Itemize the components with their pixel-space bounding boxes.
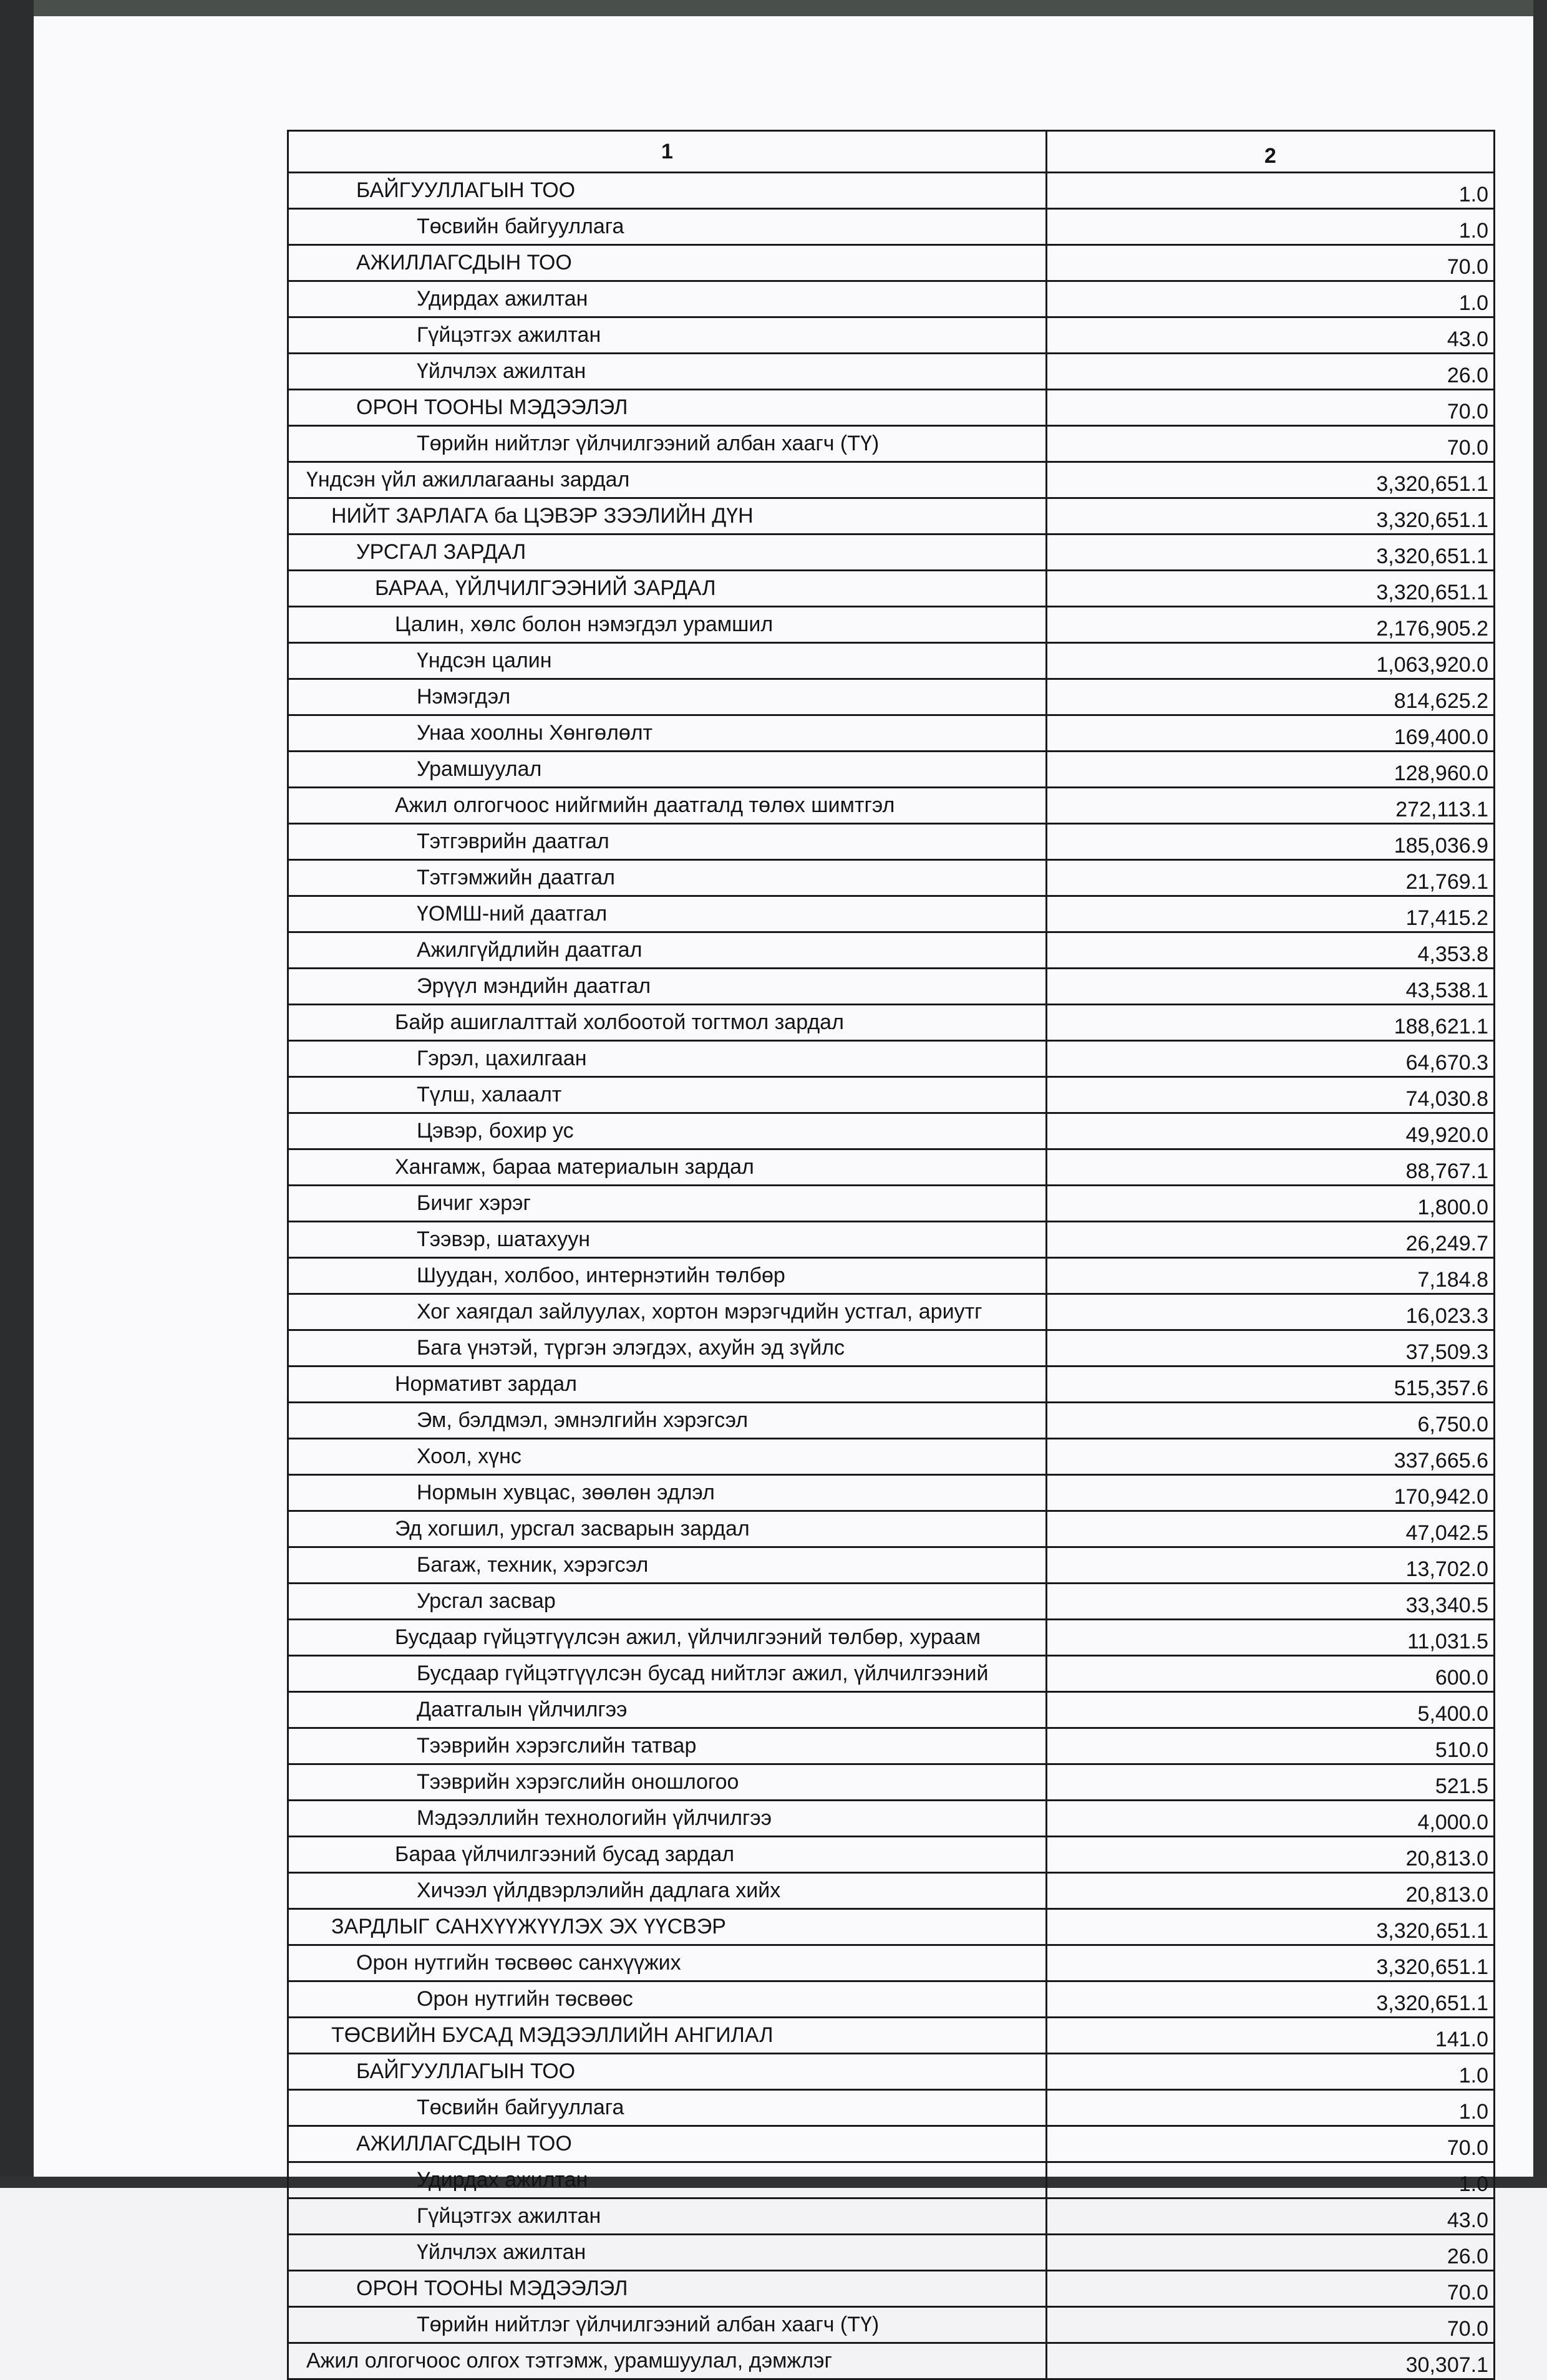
scan-left-edge xyxy=(0,0,34,2188)
row-value: 4,000.0 xyxy=(1047,1801,1495,1837)
scan-right-edge xyxy=(1533,0,1547,2188)
budget-table xyxy=(287,130,1495,2380)
row-label: Унаа хоолны Хөнгөлөлт xyxy=(288,715,1047,752)
table-row xyxy=(288,1909,1495,1945)
row-label: Даатгалын үйлчилгээ xyxy=(288,1692,1047,1728)
row-label: Тээврийн хэрэгслийн оношлогоо xyxy=(288,1764,1047,1801)
table-row xyxy=(288,1439,1495,1475)
table-row xyxy=(288,1077,1495,1113)
row-label: Хог хаягдал зайлуулах, хортон мэрэгчдийн устгал, ариутг xyxy=(288,1294,1047,1330)
row-label: Ажилгүйдлийн даатгал xyxy=(288,932,1047,969)
table-row xyxy=(288,2126,1495,2162)
row-value: 37,509.3 xyxy=(1047,1330,1495,1367)
row-value: 26.0 xyxy=(1047,2235,1495,2271)
row-label: Гэрэл, цахилгаан xyxy=(288,1041,1047,1077)
row-label: Тээвэр, шатахуун xyxy=(288,1222,1047,1258)
row-value: 26,249.7 xyxy=(1047,1222,1495,1258)
row-label: Орон нутгийн төсвөөс санхүүжих xyxy=(288,1945,1047,1981)
row-value: 2,176,905.2 xyxy=(1047,607,1495,643)
row-label: Тэтгэврийн даатгал xyxy=(288,824,1047,860)
table-row xyxy=(288,317,1495,354)
row-label: ОРОН ТООНЫ МЭДЭЭЛЭЛ xyxy=(288,390,1047,426)
table-row xyxy=(288,1475,1495,1511)
row-value: 3,320,651.1 xyxy=(1047,462,1495,498)
row-label: Удирдах ажилтан xyxy=(288,281,1047,317)
row-value: 814,625.2 xyxy=(1047,679,1495,715)
row-value: 43.0 xyxy=(1047,317,1495,354)
row-label: УРСГАЛ ЗАРДАЛ xyxy=(288,535,1047,571)
row-value: 70.0 xyxy=(1047,390,1495,426)
scan-top-edge xyxy=(0,0,1547,16)
table-row xyxy=(288,2271,1495,2307)
table-row xyxy=(288,571,1495,607)
table-row xyxy=(288,679,1495,715)
table-row xyxy=(288,715,1495,752)
row-value: 70.0 xyxy=(1047,2307,1495,2343)
row-label: Цэвэр, бохир ус xyxy=(288,1113,1047,1149)
row-value: 128,960.0 xyxy=(1047,752,1495,788)
table-row xyxy=(288,173,1495,209)
row-value: 185,036.9 xyxy=(1047,824,1495,860)
table-row xyxy=(288,2343,1495,2379)
table-row xyxy=(288,1294,1495,1330)
table-header-row xyxy=(288,131,1495,173)
row-value: 70.0 xyxy=(1047,245,1495,281)
row-value: 1,063,920.0 xyxy=(1047,643,1495,679)
row-label: ОРОН ТООНЫ МЭДЭЭЛЭЛ xyxy=(288,2271,1047,2307)
table-row xyxy=(288,281,1495,317)
row-label: Бичиг хэрэг xyxy=(288,1186,1047,1222)
row-value: 1,800.0 xyxy=(1047,1186,1495,1222)
table-row xyxy=(288,209,1495,245)
table-row xyxy=(288,607,1495,643)
row-label: Бага үнэтэй, түргэн элэгдэх, ахуйн эд зүйлс xyxy=(288,1330,1047,1367)
table-row xyxy=(288,1945,1495,1981)
row-label: Эд хогшил, урсгал засварын зардал xyxy=(288,1511,1047,1547)
row-value: 3,320,651.1 xyxy=(1047,1981,1495,2018)
table-row xyxy=(288,1041,1495,1077)
table-row xyxy=(288,1258,1495,1294)
row-label: Түлш, халаалт xyxy=(288,1077,1047,1113)
row-label: Бусдаар гүйцэтгүүлсэн ажил, үйлчилгээний төлбөр, хураам xyxy=(288,1620,1047,1656)
table-row xyxy=(288,1692,1495,1728)
column-header-1: 1 xyxy=(288,131,1047,173)
table-row xyxy=(288,2090,1495,2126)
table-row xyxy=(288,896,1495,932)
row-value: 272,113.1 xyxy=(1047,788,1495,824)
table-row xyxy=(288,1005,1495,1041)
row-value: 74,030.8 xyxy=(1047,1077,1495,1113)
table-row xyxy=(288,932,1495,969)
row-value: 141.0 xyxy=(1047,2018,1495,2054)
table-row xyxy=(288,1728,1495,1764)
table-row xyxy=(288,2235,1495,2271)
row-value: 70.0 xyxy=(1047,2271,1495,2307)
row-label: НИЙТ ЗАРЛАГА ба ЦЭВЭР ЗЭЭЛИЙН ДҮН xyxy=(288,498,1047,535)
row-label: Орон нутгийн төсвөөс xyxy=(288,1981,1047,2018)
row-label: Хоол, хүнс xyxy=(288,1439,1047,1475)
table-row xyxy=(288,462,1495,498)
row-value: 3,320,651.1 xyxy=(1047,1945,1495,1981)
row-value: 169,400.0 xyxy=(1047,715,1495,752)
row-value: 1.0 xyxy=(1047,281,1495,317)
row-value: 88,767.1 xyxy=(1047,1149,1495,1186)
row-label: ЗАРДЛЫГ САНХҮҮЖҮҮЛЭХ ЭХ ҮҮСВЭР xyxy=(288,1909,1047,1945)
table-row xyxy=(288,426,1495,462)
row-value: 43.0 xyxy=(1047,2199,1495,2235)
row-label: Цалин, хөлс болон нэмэгдэл урамшил xyxy=(288,607,1047,643)
row-value: 21,769.1 xyxy=(1047,860,1495,896)
table-row xyxy=(288,1222,1495,1258)
row-label: АЖИЛЛАГСДЫН ТОО xyxy=(288,245,1047,281)
row-value: 20,813.0 xyxy=(1047,1837,1495,1873)
row-label: Удирдах ажилтан xyxy=(288,2162,1047,2199)
row-label: Нормын хувцас, зөөлөн эдлэл xyxy=(288,1475,1047,1511)
row-value: 1.0 xyxy=(1047,209,1495,245)
row-value: 188,621.1 xyxy=(1047,1005,1495,1041)
table-row xyxy=(288,1764,1495,1801)
row-value: 30,307.1 xyxy=(1047,2343,1495,2379)
row-value: 26.0 xyxy=(1047,354,1495,390)
row-value: 17,415.2 xyxy=(1047,896,1495,932)
row-label: Нормативт зардал xyxy=(288,1367,1047,1403)
row-value: 70.0 xyxy=(1047,426,1495,462)
row-value: 5,400.0 xyxy=(1047,1692,1495,1728)
row-label: Үйлчлэх ажилтан xyxy=(288,354,1047,390)
row-value: 43,538.1 xyxy=(1047,969,1495,1005)
table-row xyxy=(288,1330,1495,1367)
table-row xyxy=(288,1873,1495,1909)
row-value: 170,942.0 xyxy=(1047,1475,1495,1511)
table-row xyxy=(288,498,1495,535)
row-value: 4,353.8 xyxy=(1047,932,1495,969)
row-label: Эм, бэлдмэл, эмнэлгийн хэрэгсэл xyxy=(288,1403,1047,1439)
row-label: Байр ашиглалттай холбоотой тогтмол зардал xyxy=(288,1005,1047,1041)
row-value: 510.0 xyxy=(1047,1728,1495,1764)
row-label: БАЙГУУЛЛАГЫН ТОО xyxy=(288,173,1047,209)
row-value: 33,340.5 xyxy=(1047,1584,1495,1620)
table-row xyxy=(288,390,1495,426)
row-value: 7,184.8 xyxy=(1047,1258,1495,1294)
table-row xyxy=(288,1403,1495,1439)
row-label: Ажил олгогчоос нийгмийн даатгалд төлөх шимтгэл xyxy=(288,788,1047,824)
row-label: Үндсэн үйл ажиллагааны зардал xyxy=(288,462,1047,498)
row-label: Урамшуулал xyxy=(288,752,1047,788)
row-label: Төрийн нийтлэг үйлчилгээний албан хаагч (ТҮ) xyxy=(288,2307,1047,2343)
table-row xyxy=(288,2199,1495,2235)
table-row xyxy=(288,1149,1495,1186)
row-label: Төсвийн байгууллага xyxy=(288,2090,1047,2126)
table-row xyxy=(288,1547,1495,1584)
row-value: 521.5 xyxy=(1047,1764,1495,1801)
table-row xyxy=(288,788,1495,824)
row-label: Төрийн нийтлэг үйлчилгээний албан хаагч (ТҮ) xyxy=(288,426,1047,462)
row-value: 1.0 xyxy=(1047,2090,1495,2126)
row-value: 70.0 xyxy=(1047,2126,1495,2162)
row-label: Мэдээллийн технологийн үйлчилгээ xyxy=(288,1801,1047,1837)
table-row xyxy=(288,1981,1495,2018)
row-label: БАЙГУУЛЛАГЫН ТОО xyxy=(288,2054,1047,2090)
table-row xyxy=(288,1620,1495,1656)
table-row xyxy=(288,752,1495,788)
row-label: Тэтгэмжийн даатгал xyxy=(288,860,1047,896)
row-value: 1.0 xyxy=(1047,2162,1495,2199)
table-row xyxy=(288,1801,1495,1837)
table-row xyxy=(288,860,1495,896)
table-row xyxy=(288,354,1495,390)
row-value: 515,357.6 xyxy=(1047,1367,1495,1403)
table-row xyxy=(288,1186,1495,1222)
row-label: Гүйцэтгэх ажилтан xyxy=(288,2199,1047,2235)
row-label: ТӨСВИЙН БУСАД МЭДЭЭЛЛИЙН АНГИЛАЛ xyxy=(288,2018,1047,2054)
table-row xyxy=(288,245,1495,281)
row-label: АЖИЛЛАГСДЫН ТОО xyxy=(288,2126,1047,2162)
row-value: 600.0 xyxy=(1047,1656,1495,1692)
row-value: 13,702.0 xyxy=(1047,1547,1495,1584)
table-row xyxy=(288,535,1495,571)
row-label: Гүйцэтгэх ажилтан xyxy=(288,317,1047,354)
row-value: 3,320,651.1 xyxy=(1047,571,1495,607)
row-value: 1.0 xyxy=(1047,2054,1495,2090)
row-label: Багаж, техник, хэрэгсэл xyxy=(288,1547,1047,1584)
row-label: ҮОМШ-ний даатгал xyxy=(288,896,1047,932)
row-value: 64,670.3 xyxy=(1047,1041,1495,1077)
table-row xyxy=(288,1584,1495,1620)
row-label: Хичээл үйлдвэрлэлийн дадлага хийх xyxy=(288,1873,1047,1909)
row-label: Үндсэн цалин xyxy=(288,643,1047,679)
row-value: 1.0 xyxy=(1047,173,1495,209)
row-value: 11,031.5 xyxy=(1047,1620,1495,1656)
row-value: 16,023.3 xyxy=(1047,1294,1495,1330)
row-label: Эрүүл мэндийн даатгал xyxy=(288,969,1047,1005)
table-body xyxy=(288,173,1495,2379)
table-row xyxy=(288,2018,1495,2054)
table-row xyxy=(288,2054,1495,2090)
row-label: Урсгал засвар xyxy=(288,1584,1047,1620)
row-label: Төсвийн байгууллага xyxy=(288,209,1047,245)
row-value: 47,042.5 xyxy=(1047,1511,1495,1547)
row-label: Ажил олгогчоос олгох тэтгэмж, урамшуулал, дэмжлэг xyxy=(288,2343,1047,2379)
row-label: Үйлчлэх ажилтан xyxy=(288,2235,1047,2271)
row-label: БАРАА, ҮЙЛЧИЛГЭЭНИЙ ЗАРДАЛ xyxy=(288,571,1047,607)
table-row xyxy=(288,1367,1495,1403)
row-label: Нэмэгдэл xyxy=(288,679,1047,715)
table-row xyxy=(288,1656,1495,1692)
row-label: Бараа үйлчилгээний бусад зардал xyxy=(288,1837,1047,1873)
table-row xyxy=(288,1511,1495,1547)
table-row xyxy=(288,1837,1495,1873)
row-label: Тээврийн хэрэгслийн татвар xyxy=(288,1728,1047,1764)
row-label: Шуудан, холбоо, интернэтийн төлбөр xyxy=(288,1258,1047,1294)
row-label: Бусдаар гүйцэтгүүлсэн бусад нийтлэг ажил, үйлчилгээний xyxy=(288,1656,1047,1692)
row-label: Хангамж, бараа материалын зардал xyxy=(288,1149,1047,1186)
row-value: 337,665.6 xyxy=(1047,1439,1495,1475)
row-value: 3,320,651.1 xyxy=(1047,1909,1495,1945)
table-row xyxy=(288,643,1495,679)
table-row xyxy=(288,1113,1495,1149)
table-row xyxy=(288,2307,1495,2343)
row-value: 49,920.0 xyxy=(1047,1113,1495,1149)
row-value: 3,320,651.1 xyxy=(1047,498,1495,535)
table-row xyxy=(288,969,1495,1005)
column-header-2: 2 xyxy=(1047,131,1495,173)
row-value: 6,750.0 xyxy=(1047,1403,1495,1439)
table-row xyxy=(288,824,1495,860)
row-value: 3,320,651.1 xyxy=(1047,535,1495,571)
row-value: 20,813.0 xyxy=(1047,1873,1495,1909)
table-row xyxy=(288,2162,1495,2199)
